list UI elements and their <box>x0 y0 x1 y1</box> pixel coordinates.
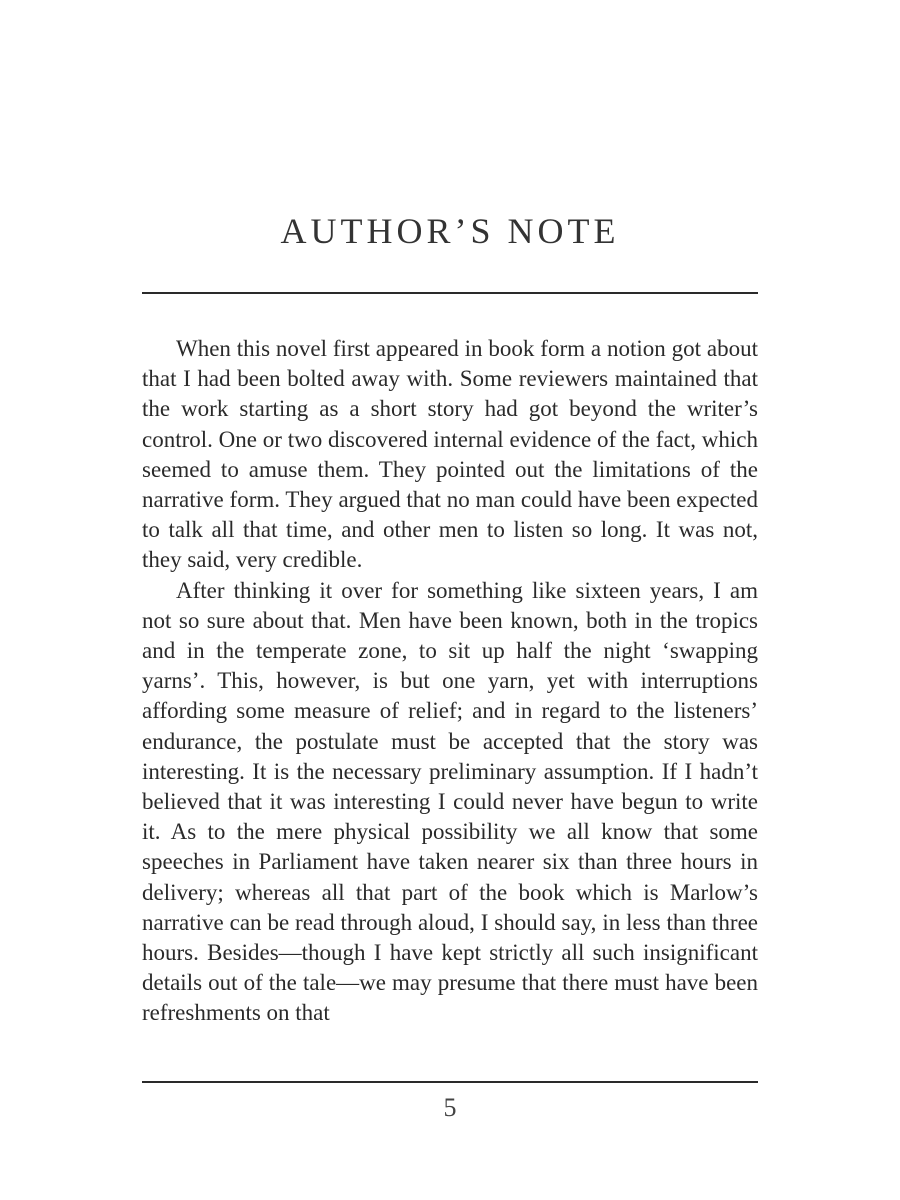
body-text <box>142 334 758 1029</box>
paragraph-1: When this novel first appeared in book form a notion got about that I had been bolted away with. Some reviewers maintained that the work starting as a short story had got beyond the writer’s control. One or two discovered internal evidence of the fact, which seemed to amuse them. They pointed out the limitations of the narrative form. They argued that no man could have been expected to talk all that time, and other men to listen so long. It was not, they said, very credible. <box>142 336 758 573</box>
page-title: AUTHOR’S NOTE <box>280 211 620 251</box>
top-rule-divider <box>142 292 758 294</box>
page-number: 5 <box>443 1093 457 1122</box>
paragraph-2: After thinking it over for something like sixteen years, I am not so sure about that. Men have been known, both in the tropics and in the temperate zone, to sit up half the night ‘swapping yarns’. This, however, is but one yarn, yet with interruptions affording some measure of relief; and in regard to the listeners’ endurance, the postulate must be accepted that the story was interesting. It is the necessary preliminary assumption. If I hadn’t believed that it was interesting I could never have begun to write it. As to the mere physical possibility we all know that some speeches in Parliament have taken nearer six than three hours in delivery; whereas all that part of the book which is Marlow’s narrative can be read through aloud, I should say, in less than three hours. Besides—though I have kept strictly all such insignificant details out of the tale—we may presume that there must have been refreshments on that <box>142 577 758 1026</box>
bottom-rule-divider <box>142 1081 758 1083</box>
